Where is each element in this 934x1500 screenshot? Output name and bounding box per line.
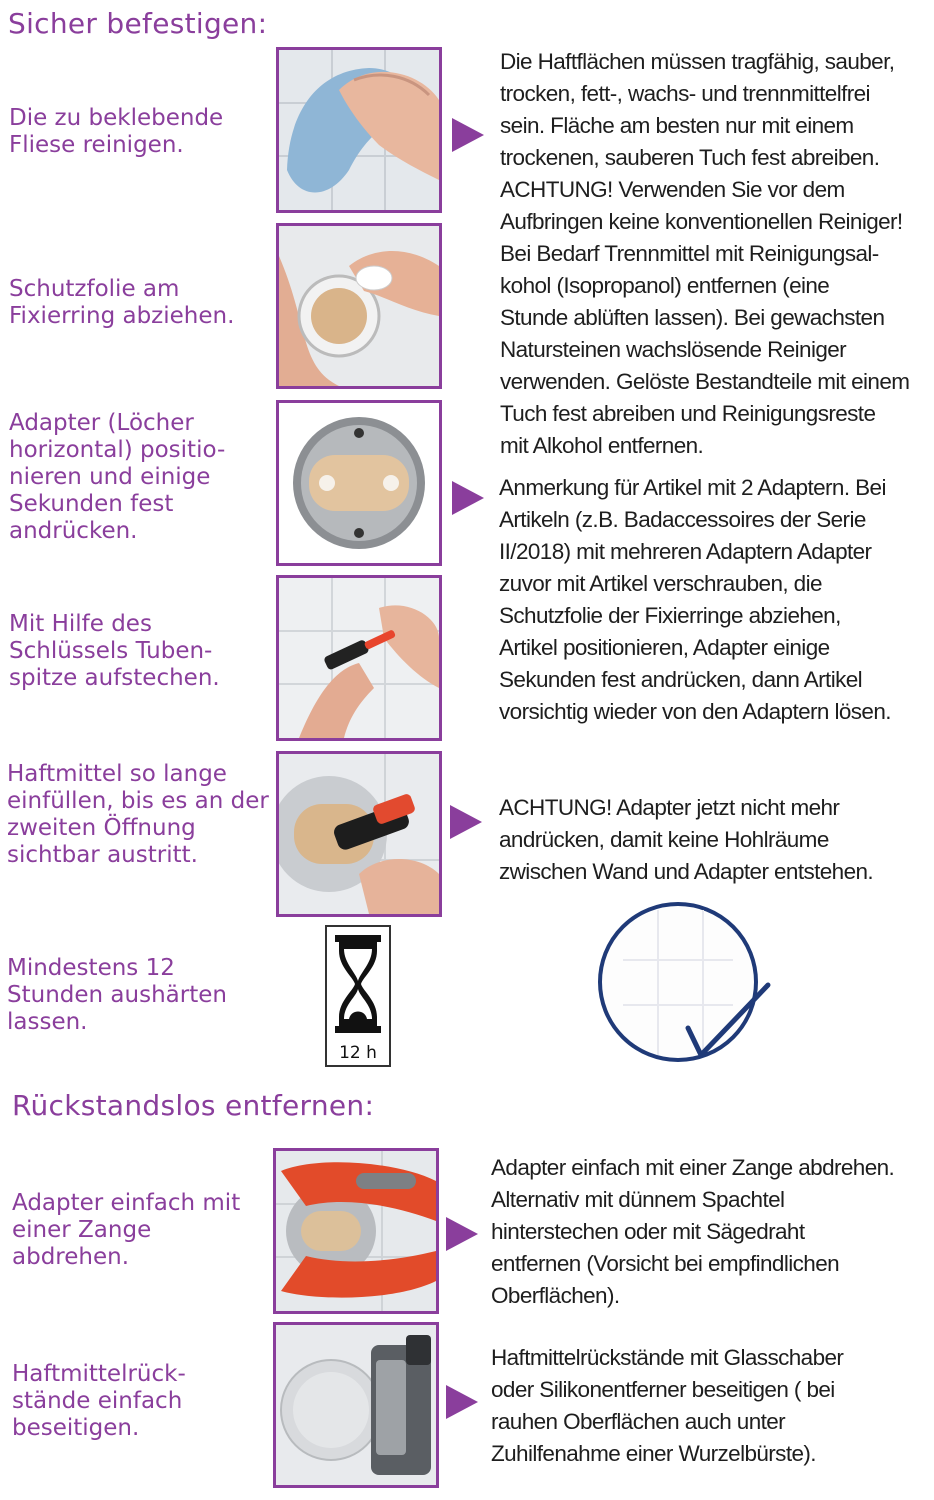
description-line: Stunde ablüften lassen). Bei gewachsten (500, 305, 885, 330)
description-line: ACHTUNG! Adapter jetzt nicht mehr (499, 795, 840, 820)
description-line: Alternativ mit dünnem Spachtel (491, 1187, 785, 1212)
checkmark-circle-icon (593, 900, 773, 1065)
arrow-icon (446, 1217, 478, 1251)
description-line: Haftmittelrückstände mit Glasschaber (491, 1345, 844, 1370)
description-line: mit Alkohol entfernen. (500, 433, 704, 458)
description-line: Anmerkung für Artikel mit 2 Adaptern. Bei (499, 475, 886, 500)
step-label-clean: Die zu beklebende Fliese reinigen. (9, 105, 224, 158)
description-line: entfernen (Vorsicht bei empfindlichen (491, 1251, 840, 1276)
description-remove-residue (491, 1342, 843, 1470)
description-line: vorsichtig wieder von den Adaptern lösen. (499, 699, 891, 724)
description-line: rauhen Oberflächen auch unter (491, 1409, 786, 1434)
description-remove-adapter (491, 1152, 894, 1312)
section-title-mount: Sicher befestigen: (8, 7, 268, 40)
description-line: Schutzfolie der Fixierringe abziehen, (499, 603, 841, 628)
description-line: Adapter einfach mit einer Zange abdrehen. (491, 1155, 895, 1180)
description-line: Natursteinen wachslösende Reiniger (500, 337, 847, 362)
arrow-icon (446, 1385, 478, 1419)
arrow-icon (452, 118, 484, 152)
hourglass-label: 12 h (339, 1043, 377, 1063)
description-line: Artikeln (z.B. Badaccessoires der Serie (499, 507, 866, 532)
arrow-icon (452, 481, 484, 515)
description-line: verwenden. Gelöste Bestandteile mit einem (500, 369, 910, 394)
description-line: andrücken, damit keine Hohlräume (499, 827, 829, 852)
step-label-twist-off: Adapter einfach mit einer Zange abdrehen. (12, 1190, 241, 1270)
description-cleaning (500, 46, 909, 462)
adapter-photo (276, 400, 442, 566)
step-label-fill-glue: Haftmittel so lange einfüllen, bis es an der zweiten Öffnung sichtbar austritt. (7, 761, 269, 868)
section-title-remove: Rückstandslos entfernen: (12, 1089, 375, 1122)
description-line: Artikel positionieren, Adapter einige (499, 635, 830, 660)
description-line: kohol (Isopropanol) entfernen (eine (500, 273, 830, 298)
step-label-peel-film: Schutzfolie am Fixierring abziehen. (9, 276, 235, 329)
hourglass-icon (325, 925, 391, 1067)
description-line: Aufbringen keine konventionellen Reiniger! (500, 209, 903, 234)
description-warning (499, 792, 873, 888)
glue-injection-photo (276, 751, 442, 917)
step-label-cure: Mindestens 12 Stunden aushärten lassen. (7, 955, 227, 1035)
description-line: trockenen, sauberen Tuch fest abreiben. (500, 145, 880, 170)
description-line: hinterstechen oder mit Sägedraht (491, 1219, 805, 1244)
description-line: Tuch fest abreiben und Reinigungsreste (500, 401, 876, 426)
peel-film-photo (276, 223, 442, 389)
description-line: Zuhilfenahme einer Wurzelbürste). (491, 1441, 816, 1466)
arrow-icon (450, 805, 482, 839)
description-line: Sekunden fest andrücken, dann Artikel (499, 667, 863, 692)
step-label-pierce-tube: Mit Hilfe des Schlüssels Tuben-spitze aufstechen. (9, 611, 220, 691)
description-adapters (499, 472, 891, 728)
scraper-photo (273, 1322, 439, 1488)
description-line: oder Silikonentferner beseitigen ( bei (491, 1377, 835, 1402)
tube-tip-photo (276, 575, 442, 741)
description-line: trocken, fett-, wachs- und trennmittelfrei (500, 81, 870, 106)
step-label-position-adapter: Adapter (Löcher horizontal) positio-nieren und einige Sekunden fest andrücken. (9, 410, 226, 544)
description-line: zuvor mit Artikel verschrauben, die (499, 571, 822, 596)
description-line: Die Haftflächen müssen tragfähig, sauber, (500, 49, 895, 74)
description-line: ACHTUNG! Verwenden Sie vor dem (500, 177, 845, 202)
cleaning-cloth-photo (276, 47, 442, 213)
description-line: sein. Fläche am besten nur mit einem (500, 113, 854, 138)
description-line: Bei Bedarf Trennmittel mit Reinigungsal- (500, 241, 879, 266)
description-line: II/2018) mit mehreren Adaptern Adapter (499, 539, 872, 564)
pliers-photo (273, 1148, 439, 1314)
description-line: Oberflächen). (491, 1283, 620, 1308)
step-label-clean-residue: Haftmittelrück-stände einfach beseitigen. (12, 1361, 186, 1441)
description-line: zwischen Wand und Adapter entstehen. (499, 859, 874, 884)
